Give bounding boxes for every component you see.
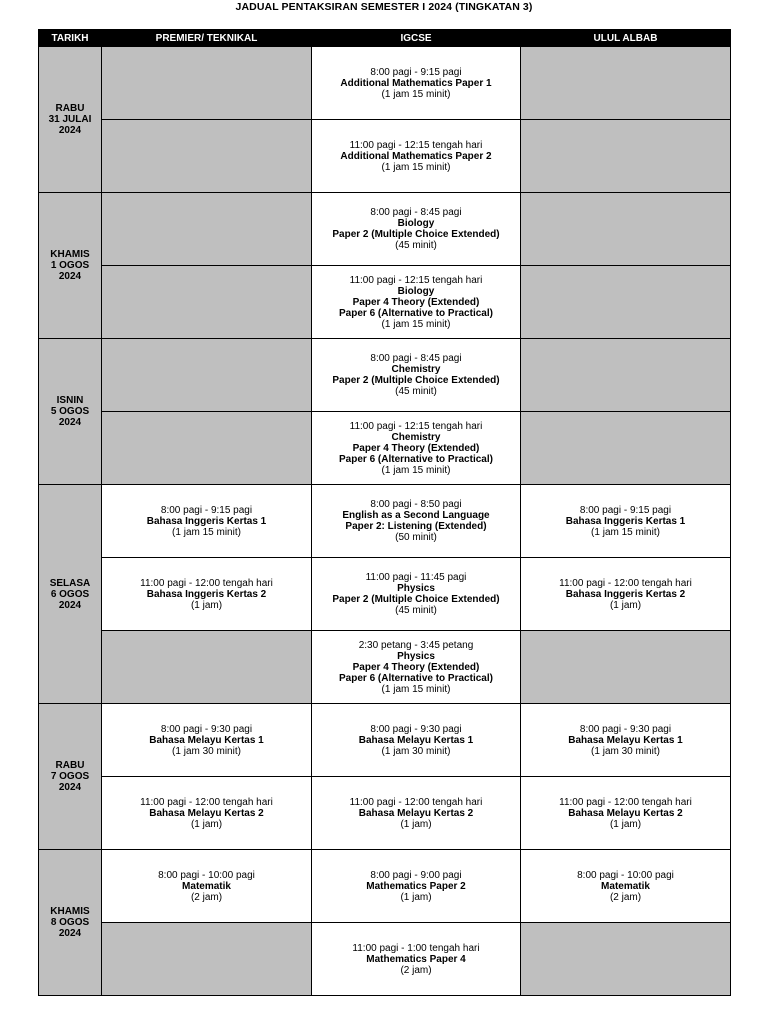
date-line: 2024	[58, 417, 82, 428]
exam-slot-igcse	[312, 339, 521, 412]
exam-duration: (1 jam 15 minit)	[381, 318, 451, 330]
exam-slot-igcse	[312, 777, 521, 850]
exam-time: 8:00 pagi - 9:30 pagi	[160, 723, 253, 735]
date-line: RABU	[55, 103, 85, 114]
exam-time: 11:00 pagi - 12:15 tengah hari	[349, 274, 483, 286]
exam-slot-igcse	[312, 850, 521, 923]
empty-slot	[102, 923, 312, 996]
exam-duration: (1 jam)	[190, 599, 223, 611]
date-line: 6 OGOS	[50, 588, 90, 600]
exam-time: 11:00 pagi - 12:15 tengah hari	[349, 420, 483, 432]
empty-slot	[521, 47, 731, 120]
date-line: 2024	[58, 782, 82, 793]
exam-subject: Bahasa Melayu Kertas 1	[358, 734, 474, 746]
exam-slot-premier	[102, 850, 312, 923]
schedule-row	[39, 47, 731, 120]
exam-subject: Paper 2: Listening (Extended)	[345, 521, 487, 532]
date-line: 7 OGOS	[50, 771, 90, 782]
date-line: 2024	[58, 125, 82, 136]
empty-slot	[102, 266, 312, 339]
page-title: JADUAL PENTAKSIRAN SEMESTER I 2024 (TINGKATAN 3)	[235, 1, 533, 13]
date-line: 8 OGOS	[50, 917, 90, 928]
exam-subject: Bahasa Inggeris Kertas 2	[565, 588, 686, 600]
exam-time: 8:00 pagi - 9:30 pagi	[579, 723, 672, 735]
empty-slot	[102, 193, 312, 266]
exam-slot-ulul	[521, 558, 731, 631]
exam-subject: Paper 4 Theory (Extended)	[352, 442, 480, 454]
exam-duration: (1 jam 15 minit)	[172, 526, 241, 538]
exam-duration: (1 jam 15 minit)	[381, 161, 451, 173]
exam-time: 8:00 pagi - 9:15 pagi	[370, 66, 462, 78]
exam-time: 8:00 pagi - 8:45 pagi	[370, 207, 462, 218]
exam-subject: Bahasa Inggeris Kertas 2	[146, 588, 267, 600]
exam-time: 8:00 pagi - 10:00 pagi	[158, 869, 255, 881]
date-line: ISNIN	[56, 395, 84, 406]
schedule-row	[39, 923, 731, 996]
exam-subject: Paper 2 (Multiple Choice Extended)	[332, 375, 500, 386]
empty-slot	[102, 120, 312, 193]
exam-schedule-table	[38, 29, 731, 996]
empty-slot	[521, 339, 731, 412]
exam-duration: (1 jam 15 minit)	[381, 88, 451, 100]
empty-slot	[102, 412, 312, 485]
exam-time: 11:00 pagi - 12:00 tengah hari	[559, 796, 692, 808]
exam-slot-igcse	[312, 266, 521, 339]
exam-time: 8:00 pagi - 9:15 pagi	[579, 504, 672, 516]
exam-time: 11:00 pagi - 12:00 tengah hari	[140, 577, 273, 589]
exam-slot-igcse	[312, 120, 521, 193]
exam-subject: Physics	[397, 583, 435, 594]
exam-slot-igcse	[312, 412, 521, 485]
exam-subject: Bahasa Melayu Kertas 1	[568, 734, 683, 746]
exam-duration: (2 jam)	[400, 964, 432, 976]
date-cell	[39, 47, 102, 193]
exam-slot-igcse	[312, 631, 521, 704]
exam-slot-ulul	[521, 704, 731, 777]
exam-subject: Biology	[397, 218, 435, 229]
exam-subject: Bahasa Melayu Kertas 2	[568, 807, 683, 819]
exam-time: 8:00 pagi - 9:30 pagi	[370, 723, 462, 735]
exam-subject: Matematik	[601, 880, 650, 892]
exam-duration: (1 jam 30 minit)	[591, 745, 660, 757]
exam-duration: (45 minit)	[395, 240, 437, 251]
exam-slot-igcse	[312, 558, 521, 631]
exam-slot-ulul	[521, 485, 731, 558]
exam-subject: Paper 6 (Alternative to Practical)	[339, 307, 493, 319]
date-cell	[39, 339, 102, 485]
exam-slot-igcse	[312, 47, 521, 120]
exam-time: 8:00 pagi - 8:50 pagi	[370, 499, 462, 510]
exam-slot-igcse	[312, 485, 521, 558]
schedule-body	[39, 47, 731, 996]
schedule-row	[39, 120, 731, 193]
exam-time: 11:00 pagi - 12:00 tengah hari	[559, 577, 692, 589]
exam-subject: Bahasa Inggeris Kertas 1	[565, 515, 686, 527]
exam-subject: Paper 4 Theory (Extended)	[352, 661, 480, 673]
exam-duration: (1 jam)	[190, 818, 223, 830]
exam-subject: Bahasa Melayu Kertas 1	[149, 734, 264, 746]
schedule-row	[39, 266, 731, 339]
exam-duration: (1 jam 15 minit)	[381, 464, 451, 476]
empty-slot	[521, 412, 731, 485]
empty-slot	[102, 339, 312, 412]
date-line: 31 JULAI	[48, 114, 92, 125]
exam-subject: Chemistry	[391, 431, 441, 443]
exam-duration: (1 jam 15 minit)	[591, 526, 660, 538]
date-line: KHAMIS	[50, 906, 90, 917]
exam-slot-premier	[102, 485, 312, 558]
header-premier: PREMIER/ TEKNIKAL	[102, 30, 312, 47]
exam-subject: Biology	[397, 285, 435, 297]
schedule-row	[39, 193, 731, 266]
header-igcse: IGCSE	[312, 30, 521, 47]
exam-subject: Bahasa Melayu Kertas 2	[358, 807, 474, 819]
date-line: 5 OGOS	[50, 406, 90, 417]
exam-subject: Mathematics Paper 2	[366, 880, 466, 892]
exam-subject: Bahasa Melayu Kertas 2	[149, 807, 264, 819]
empty-slot	[521, 631, 731, 704]
exam-time: 11:00 pagi - 1:00 tengah hari	[352, 942, 480, 954]
header-row	[39, 30, 731, 47]
exam-time: 11:00 pagi - 12:15 tengah hari	[349, 139, 483, 151]
exam-subject: Paper 6 (Alternative to Practical)	[339, 672, 493, 684]
exam-time: 8:00 pagi - 10:00 pagi	[577, 869, 674, 881]
date-line: 2024	[58, 599, 82, 611]
schedule-row	[39, 485, 731, 558]
date-cell	[39, 193, 102, 339]
header-ulul-albab: ULUL ALBAB	[521, 30, 731, 47]
exam-slot-premier	[102, 558, 312, 631]
exam-duration: (1 jam)	[609, 599, 642, 611]
exam-duration: (50 minit)	[395, 532, 437, 543]
header-tarikh: TARIKH	[39, 30, 102, 47]
exam-duration: (1 jam)	[609, 818, 642, 830]
empty-slot	[102, 631, 312, 704]
exam-duration: (45 minit)	[395, 605, 437, 616]
exam-time: 11:00 pagi - 11:45 pagi	[365, 572, 467, 583]
exam-time: 8:00 pagi - 9:00 pagi	[370, 869, 462, 881]
exam-subject: Paper 2 (Multiple Choice Extended)	[332, 229, 500, 240]
exam-subject: Paper 2 (Multiple Choice Extended)	[332, 594, 500, 605]
exam-duration: (45 minit)	[395, 386, 437, 397]
date-line: SELASA	[49, 577, 91, 589]
exam-slot-ulul	[521, 850, 731, 923]
date-line: 2024	[58, 271, 82, 282]
exam-subject: Additional Mathematics Paper 2	[340, 150, 492, 162]
schedule-row	[39, 339, 731, 412]
empty-slot	[521, 923, 731, 996]
exam-slot-ulul	[521, 777, 731, 850]
schedule-row	[39, 704, 731, 777]
exam-subject: Paper 4 Theory (Extended)	[352, 296, 480, 308]
exam-slot-igcse	[312, 704, 521, 777]
exam-duration: (2 jam)	[190, 891, 223, 903]
date-line: KHAMIS	[50, 249, 90, 260]
schedule-row	[39, 412, 731, 485]
exam-duration: (1 jam 30 minit)	[172, 745, 241, 757]
exam-slot-igcse	[312, 193, 521, 266]
empty-slot	[521, 266, 731, 339]
exam-time: 8:00 pagi - 9:15 pagi	[160, 504, 253, 516]
empty-slot	[102, 47, 312, 120]
exam-subject: Bahasa Inggeris Kertas 1	[146, 515, 267, 527]
date-cell	[39, 850, 102, 996]
date-line: 2024	[58, 928, 82, 939]
date-line: 1 OGOS	[50, 260, 90, 271]
schedule-row	[39, 558, 731, 631]
exam-time: 8:00 pagi - 8:45 pagi	[370, 353, 462, 364]
exam-duration: (1 jam)	[400, 891, 432, 903]
empty-slot	[521, 193, 731, 266]
exam-time: 11:00 pagi - 12:00 tengah hari	[140, 796, 273, 808]
exam-subject: Matematik	[182, 880, 231, 892]
exam-slot-premier	[102, 704, 312, 777]
exam-duration: (1 jam 15 minit)	[381, 683, 451, 695]
exam-subject: Mathematics Paper 4	[366, 953, 466, 965]
schedule-row	[39, 631, 731, 704]
date-cell	[39, 704, 102, 850]
exam-duration: (1 jam 30 minit)	[381, 745, 451, 757]
exam-subject: Paper 6 (Alternative to Practical)	[339, 453, 493, 465]
empty-slot	[521, 120, 731, 193]
exam-subject: English as a Second Language	[342, 510, 490, 521]
schedule-row	[39, 777, 731, 850]
exam-time: 2:30 petang - 3:45 petang	[358, 639, 474, 651]
exam-time: 11:00 pagi - 12:00 tengah hari	[349, 796, 483, 808]
exam-duration: (2 jam)	[609, 891, 642, 903]
exam-duration: (1 jam)	[400, 818, 432, 830]
exam-subject: Additional Mathematics Paper 1	[340, 77, 492, 89]
exam-subject: Chemistry	[391, 364, 441, 375]
date-cell	[39, 485, 102, 704]
exam-subject: Physics	[397, 650, 435, 662]
date-line: RABU	[55, 760, 85, 771]
schedule-row	[39, 850, 731, 923]
exam-slot-premier	[102, 777, 312, 850]
exam-slot-igcse	[312, 923, 521, 996]
